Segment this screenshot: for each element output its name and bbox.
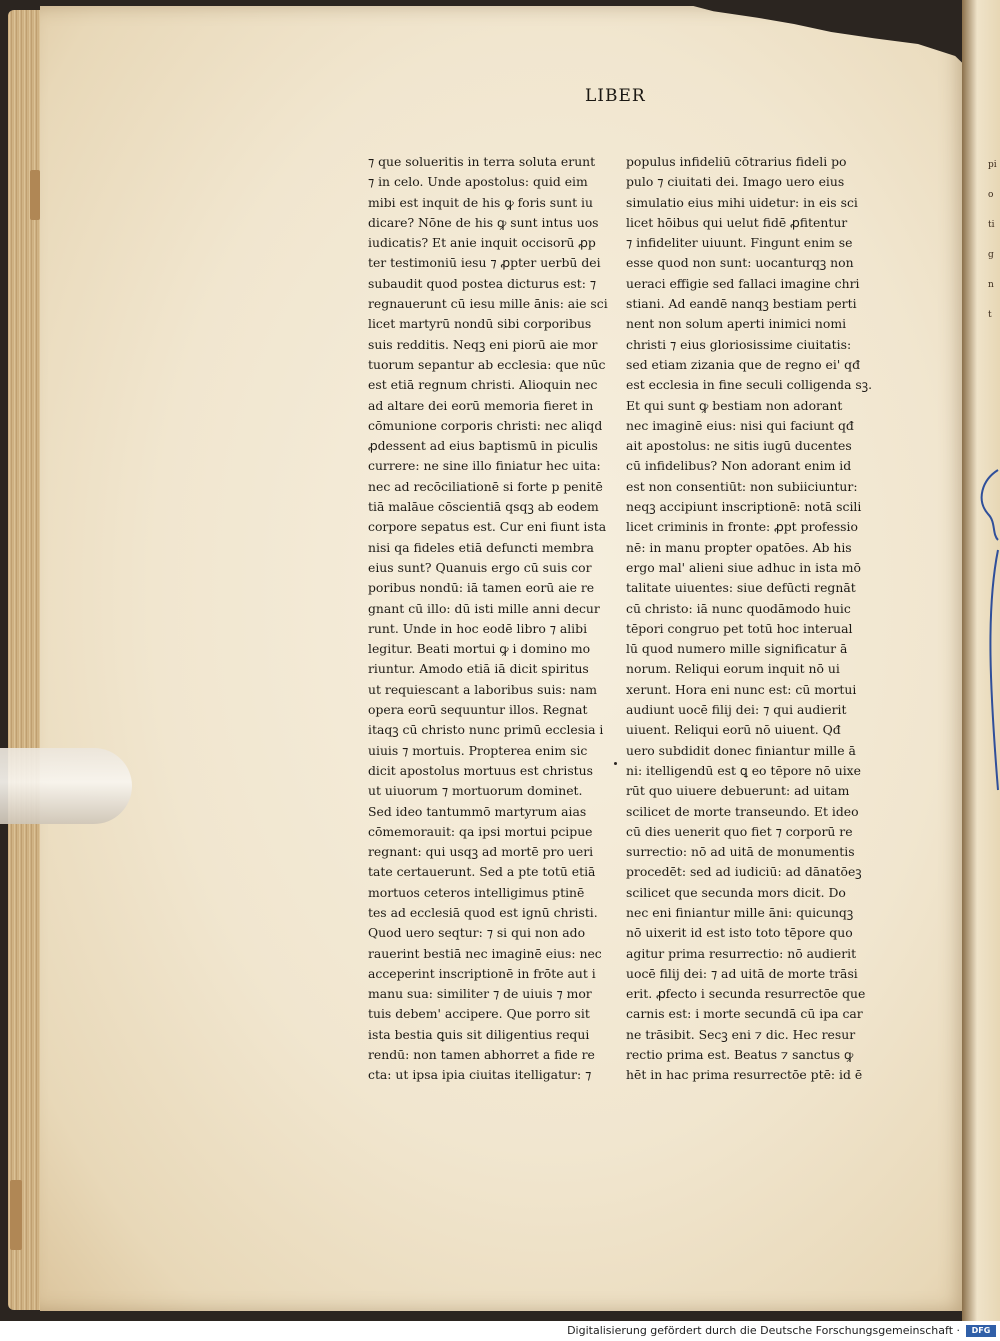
text-line: regnant: qui usqꝫ ad mortē pro ueri (368, 844, 594, 860)
edge-fragment: t (988, 310, 992, 320)
text-line: christi ⁊ eius gloriosissime ciuitatis: (626, 336, 852, 352)
text-line: nec imaginē eius: nisi qui faciunt qđ (626, 417, 854, 433)
text-line: ni: itelligendū est ꝗ eo tēpore nō uixe (626, 762, 861, 778)
text-line: talitate uiuentes: siue defūcti regnāt (626, 580, 856, 596)
text-line: tate certauerunt. Sed a pte totū etiā (368, 864, 596, 880)
text-line: cū dies uenerit quo fiet ⁊ corporū re (626, 823, 853, 839)
text-line: est ecclesia in fine seculi colligenda sꝫ. (626, 377, 873, 393)
footer-bar (0, 1321, 1000, 1341)
text-line: hēt in hac prima resurrectōe ptē: id ē (626, 1067, 863, 1083)
text-line: sed etiam zizania que de regno ei' qđ (626, 356, 861, 372)
text-line: nec eni finiantur mille āni: quicunqꝫ (626, 904, 854, 920)
text-line: populus infideliū cōtrarius fideli po (626, 154, 847, 169)
text-line: esse quod non sunt: uocanturqꝫ non (626, 255, 854, 271)
text-line: nisi qa fideles etiā defuncti membra (368, 539, 594, 555)
text-line: erit. ꝓfecto i secunda resurrectōe que (626, 986, 866, 1002)
text-column-right (626, 152, 876, 1086)
text-line: lū quod numero mille significatur ā (626, 641, 848, 657)
edge-fragment: n (988, 280, 994, 290)
text-line: audiunt uocē filij dei: ⁊ qui audierit (626, 702, 847, 718)
text-line: ad altare dei eorū memoria fieret in (368, 397, 594, 413)
text-line: suis redditis. Neqꝫ eni piorū aie mor (368, 336, 598, 352)
text-line: acceperint inscriptionē in frōte aut i (368, 965, 596, 981)
text-line: dicare? Nōne de his ꝙ sunt intus uos (368, 214, 599, 230)
text-line: scilicet que secunda mors dicit. Do (626, 884, 846, 900)
text-line: rendū: non tamen abhorret a fide re (368, 1047, 595, 1063)
text-line: tuis debem' accipere. Que porro sit (368, 1006, 590, 1022)
text-line: subaudit quod postea dicturus est: ⁊ (368, 275, 597, 291)
text-line: ut requiescant a laboribus suis: nam (368, 681, 597, 697)
text-line: licet criminis in fronte: ꝓpt professio (626, 519, 858, 535)
text-line: tuorum sepantur ab ecclesia: que nūc (368, 356, 606, 372)
text-line: cōmunione corporis christi: nec aliqd (368, 417, 603, 433)
text-line: corpore sepatus est. Cur eni fiunt ista (368, 519, 607, 535)
text-line: agitur prima resurrectio: nō audierit (626, 945, 857, 961)
text-line: pulo ⁊ ciuitati dei. Imago uero eius (626, 174, 845, 190)
text-line: ⁊ infideliter uiuunt. Fingunt enim se (626, 235, 853, 251)
text-line: ait apostolus: ne sitis iugū ducentes (626, 438, 852, 454)
text-line: cū christo: iā nunc quodāmodo huic (626, 600, 851, 616)
dfg-logo: DFG (966, 1325, 996, 1337)
text-line: nē: in manu propter opatōes. Ab his (626, 539, 852, 555)
text-line: procedēt: sed ad iudiciū: ad dānatōeꝫ (626, 864, 862, 880)
text-line: mortuos ceteros intelligimus ptinē (368, 884, 585, 900)
text-line: Quod uero seqtur: ⁊ si qui non ado (368, 925, 586, 941)
text-line: manu sua: similiter ⁊ de uiuis ⁊ mor (368, 986, 592, 1002)
text-line: poribus nondū: iā tamen eorū aie re (368, 580, 595, 596)
text-line: norum. Reliqui eorum inquit nō ui (626, 661, 840, 677)
text-line: legitur. Beati mortui ꝙ i domino mo (368, 641, 591, 657)
text-line: cū infidelibus? Non adorant enim id (626, 458, 852, 474)
text-line: xerunt. Hora eni nunc est: cū mortui (626, 681, 857, 697)
text-line: ter testimoniū iesu ⁊ ꝓpter uerbū dei (368, 255, 601, 271)
text-line: uocē filij dei: ⁊ ad uitā de morte trāsi (626, 965, 858, 981)
text-line: Et qui sunt ꝙ bestiam non adorant (626, 397, 843, 413)
text-line: tes ad ecclesiā quod est ignū christi. (368, 904, 598, 920)
text-line: cōmemorauit: qa ipsi mortui pcipue (368, 823, 593, 839)
text-line: nō uixerit id est isto toto tēpore quo (626, 925, 853, 941)
margin-dot (614, 762, 617, 765)
text-line: ut uiuorum ⁊ mortuorum dominet. (368, 783, 583, 799)
text-line: licet hōibus qui uelut fidē ꝓfitentur (626, 214, 848, 230)
text-line: cta: ut ipsa ipia ciuitas itelligatur: ⁊ (368, 1067, 592, 1083)
blue-ink-flourish (962, 460, 1000, 800)
text-line: surrectio: nō ad uitā de monumentis (626, 844, 855, 860)
text-line: itaqꝫ cū christo nunc primū ecclesia i (368, 722, 604, 738)
text-line: est non consentiūt: non subiiciuntur: (626, 478, 858, 494)
clip-strap (0, 748, 132, 824)
text-line: rauerint bestiā nec imaginē eius: nec (368, 945, 602, 961)
text-line: Sed ideo tantummō martyrum aias (368, 803, 587, 819)
text-line: rūt quo uiuere debuerunt: ad uitam (626, 783, 850, 799)
text-line: uiuis ⁊ mortuis. Propterea enim sic (368, 742, 588, 758)
edge-fragment: g (988, 250, 994, 260)
text-line: currere: ne sine illo finiatur hec uita: (368, 458, 601, 474)
text-line: ergo mal' alieni siue adhuc in ista mō (626, 559, 862, 575)
text-line: eius sunt? Quanuis ergo cū suis cor (368, 559, 592, 575)
text-line: regnauerunt cū iesu mille ānis: aie sci (368, 296, 608, 312)
text-line: ꝓdessent ad eius baptismū in piculis (368, 438, 598, 454)
text-line: carnis est: i morte secundā cū ipa car (626, 1006, 863, 1022)
binding-clasp-lower (10, 1180, 22, 1250)
edge-fragment: ti (988, 220, 995, 230)
text-line: uiuent. Reliqui eorū nō uiuent. Qđ (626, 722, 841, 738)
text-line: opera eorū sequuntur illos. Regnat (368, 702, 588, 718)
text-line: runt. Unde in hoc eodē libro ⁊ alibi (368, 620, 588, 636)
facing-page-text-fragments (988, 150, 1000, 330)
text-line: neqꝫ accipiunt inscriptionē: notā scili (626, 499, 862, 515)
text-line: simulatio eius mihi uidetur: in eis sci (626, 194, 858, 210)
text-line: mibi est inquit de his ꝙ foris sunt iu (368, 194, 593, 210)
text-line: riuntur. Amodo etiā iā dicit spiritus (368, 661, 589, 677)
text-line: ne trāsibit. Secꝫ eni ⁊ dic. Hec resur (626, 1026, 856, 1042)
text-column-left (368, 152, 608, 1086)
footer-credit: Digitalisierung gefördert durch die Deutsche Forschungsgemeinschaft · (567, 1324, 960, 1337)
text-line: iudicatis? Et anie inquit occisorū ꝓp (368, 235, 596, 251)
text-line: licet martyrū nondū sibi corporibus (368, 316, 592, 332)
text-line: tiā malāue cōscientiā qsqꝫ ab eodem (368, 499, 599, 515)
text-line: scilicet de morte transeundo. Et ideo (626, 803, 859, 819)
text-line: stiani. Ad eandē nanqꝫ bestiam perti (626, 296, 857, 312)
text-line: nec ad recōciliationē si forte p penitē (368, 478, 603, 494)
text-line: ⁊ que solueritis in terra soluta erunt (368, 154, 596, 169)
text-line: ista bestia ꝗuis sit diligentius requi (368, 1026, 590, 1042)
text-line: ⁊ in celo. Unde apostolus: quid eim (368, 174, 588, 190)
page-heading: LIBER (585, 86, 646, 106)
text-line: ueraci effigie sed fallaci imagine chri (626, 275, 860, 291)
text-line: nent non solum aperti inimici nomi (626, 316, 847, 332)
text-line: gnant cū illo: dū isti mille anni decur (368, 600, 600, 616)
text-line: est etiā regnum christi. Alioquin nec (368, 377, 598, 393)
text-line: uero subdidit donec finiantur mille ā (626, 742, 856, 758)
text-line: dicit apostolus mortuus est christus (368, 762, 593, 778)
edge-fragment: o (988, 190, 994, 200)
text-line: tēpori congruo pet totū hoc interual (626, 620, 853, 636)
binding-clasp (30, 170, 40, 220)
text-line: rectio prima est. Beatus ⁊ sanctus ꝙ (626, 1047, 854, 1063)
edge-fragment: pi (988, 160, 997, 170)
